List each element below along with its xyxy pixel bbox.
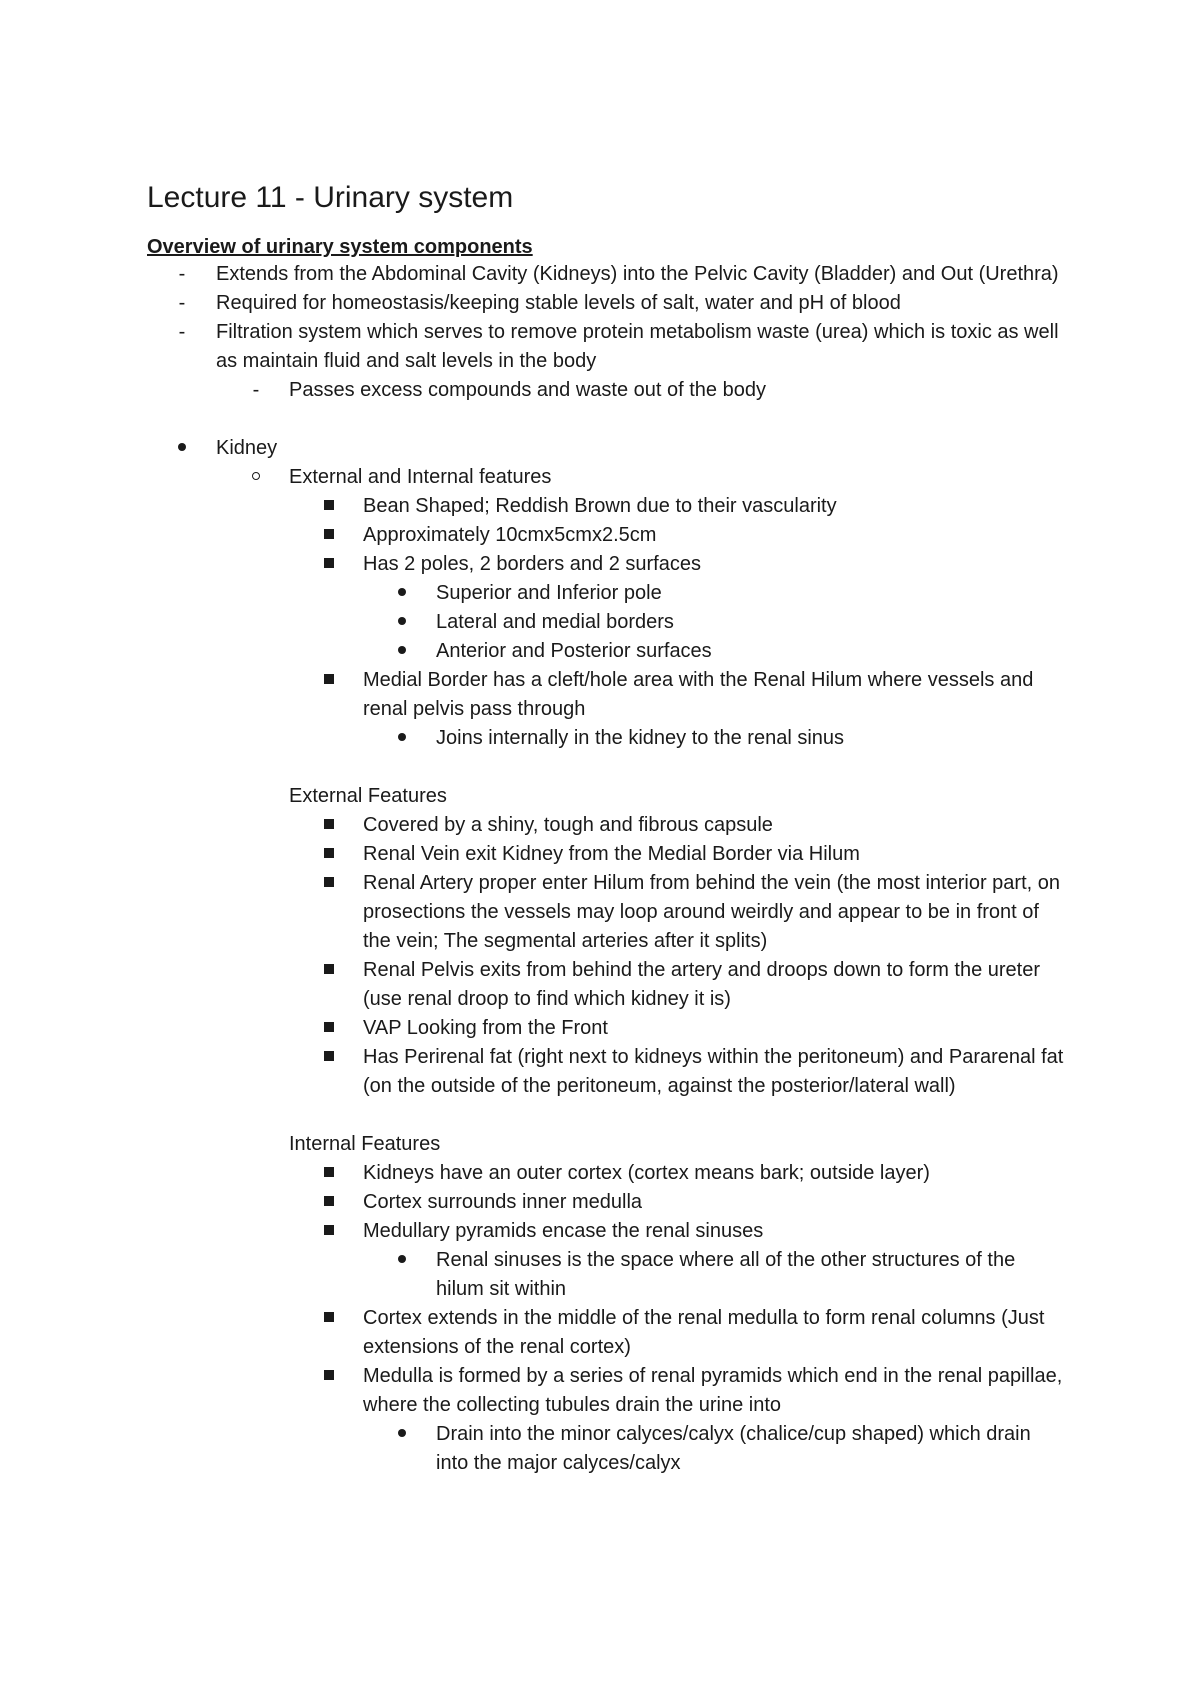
disc-bullet [398, 733, 406, 741]
list-item: Medullary pyramids encase the renal sinuses [147, 1217, 1067, 1246]
list-item: Drain into the minor calyces/calyx (chalice/cup shaped) which drain into the major calyces/calyx [147, 1420, 1067, 1478]
external-features-label: External Features [289, 785, 447, 807]
list-item: Has 2 poles, 2 borders and 2 surfaces [147, 550, 1067, 579]
disc-bullet [398, 1255, 406, 1263]
list-item: Cortex surrounds inner medulla [147, 1188, 1067, 1217]
square-bullet [324, 1051, 334, 1061]
dash-bullet: - [178, 292, 186, 314]
section-heading: Overview of urinary system components [147, 236, 533, 258]
square-bullet [324, 1022, 334, 1032]
dash-bullet: - [178, 321, 186, 343]
list-item: Renal Artery proper enter Hilum from behind the vein (the most interior part, on prosections the vessels may loop around weirdly and appear to be in front of the vein; The segmental arteries after it splits) [147, 869, 1067, 956]
list-item: Cortex extends in the middle of the renal medulla to form renal columns (Just extensions of the renal cortex) [147, 1304, 1067, 1362]
list-item: Medulla is formed by a series of renal pyramids which end in the renal papillae, where the collecting tubules drain the urine into [147, 1362, 1067, 1420]
list-item: Superior and Inferior pole [147, 579, 1067, 608]
square-bullet [324, 1225, 334, 1235]
list-item: Renal Vein exit Kidney from the Medial Border via Hilum [147, 840, 1067, 869]
list-item: Renal sinuses is the space where all of the other structures of the hilum sit within [147, 1246, 1067, 1304]
list-item: VAP Looking from the Front [147, 1014, 1067, 1043]
list-item: External and Internal features [147, 463, 1067, 492]
internal-features-label: Internal Features [289, 1133, 441, 1155]
dash-bullet: - [178, 263, 186, 285]
square-bullet [324, 1167, 334, 1177]
list-item: Covered by a shiny, tough and fibrous capsule [147, 811, 1067, 840]
list-item: Kidneys have an outer cortex (cortex means bark; outside layer) [147, 1159, 1067, 1188]
square-bullet [324, 1196, 334, 1206]
list-item: Lateral and medial borders [147, 608, 1067, 637]
square-bullet [324, 529, 334, 539]
square-bullet [324, 877, 334, 887]
square-bullet [324, 1370, 334, 1380]
list-item: Medial Border has a cleft/hole area with the Renal Hilum where vessels and renal pelvis pass through [147, 666, 1067, 724]
circle-bullet [252, 472, 260, 480]
square-bullet [324, 819, 334, 829]
square-bullet [324, 964, 334, 974]
list-item: Approximately 10cmx5cmx2.5cm [147, 521, 1067, 550]
square-bullet [324, 558, 334, 568]
list-item: Anterior and Posterior surfaces [147, 637, 1067, 666]
disc-bullet [398, 646, 406, 654]
document-body [147, 178, 1067, 1478]
list-item: - Passes excess compounds and waste out of the body [147, 376, 1067, 405]
disc-bullet [398, 617, 406, 625]
page-title: Lecture 11 - Urinary system [147, 181, 514, 214]
square-bullet [324, 848, 334, 858]
list-item: Has Perirenal fat (right next to kidneys within the peritoneum) and Pararenal fat (on the outside of the peritoneum, against the posterior/lateral wall) [147, 1043, 1067, 1101]
dash-bullet: - [252, 379, 260, 401]
list-item: - Required for homeostasis/keeping stable levels of salt, water and pH of blood [147, 289, 1067, 318]
square-bullet [324, 500, 334, 510]
disc-bullet [178, 443, 186, 451]
list-item: Bean Shaped; Reddish Brown due to their vascularity [147, 492, 1067, 521]
list-item: Joins internally in the kidney to the renal sinus [147, 724, 1067, 753]
square-bullet [324, 1312, 334, 1322]
square-bullet [324, 674, 334, 684]
list-item: Renal Pelvis exits from behind the artery and droops down to form the ureter (use renal droop to find which kidney it is) [147, 956, 1067, 1014]
list-item: Kidney [147, 434, 1067, 463]
disc-bullet [398, 1429, 406, 1437]
disc-bullet [398, 588, 406, 596]
list-item: - Filtration system which serves to remove protein metabolism waste (urea) which is toxic as well as maintain fluid and salt levels in the body [147, 318, 1067, 376]
list-item: - Extends from the Abdominal Cavity (Kidneys) into the Pelvic Cavity (Bladder) and Out (Urethra) [147, 260, 1067, 289]
